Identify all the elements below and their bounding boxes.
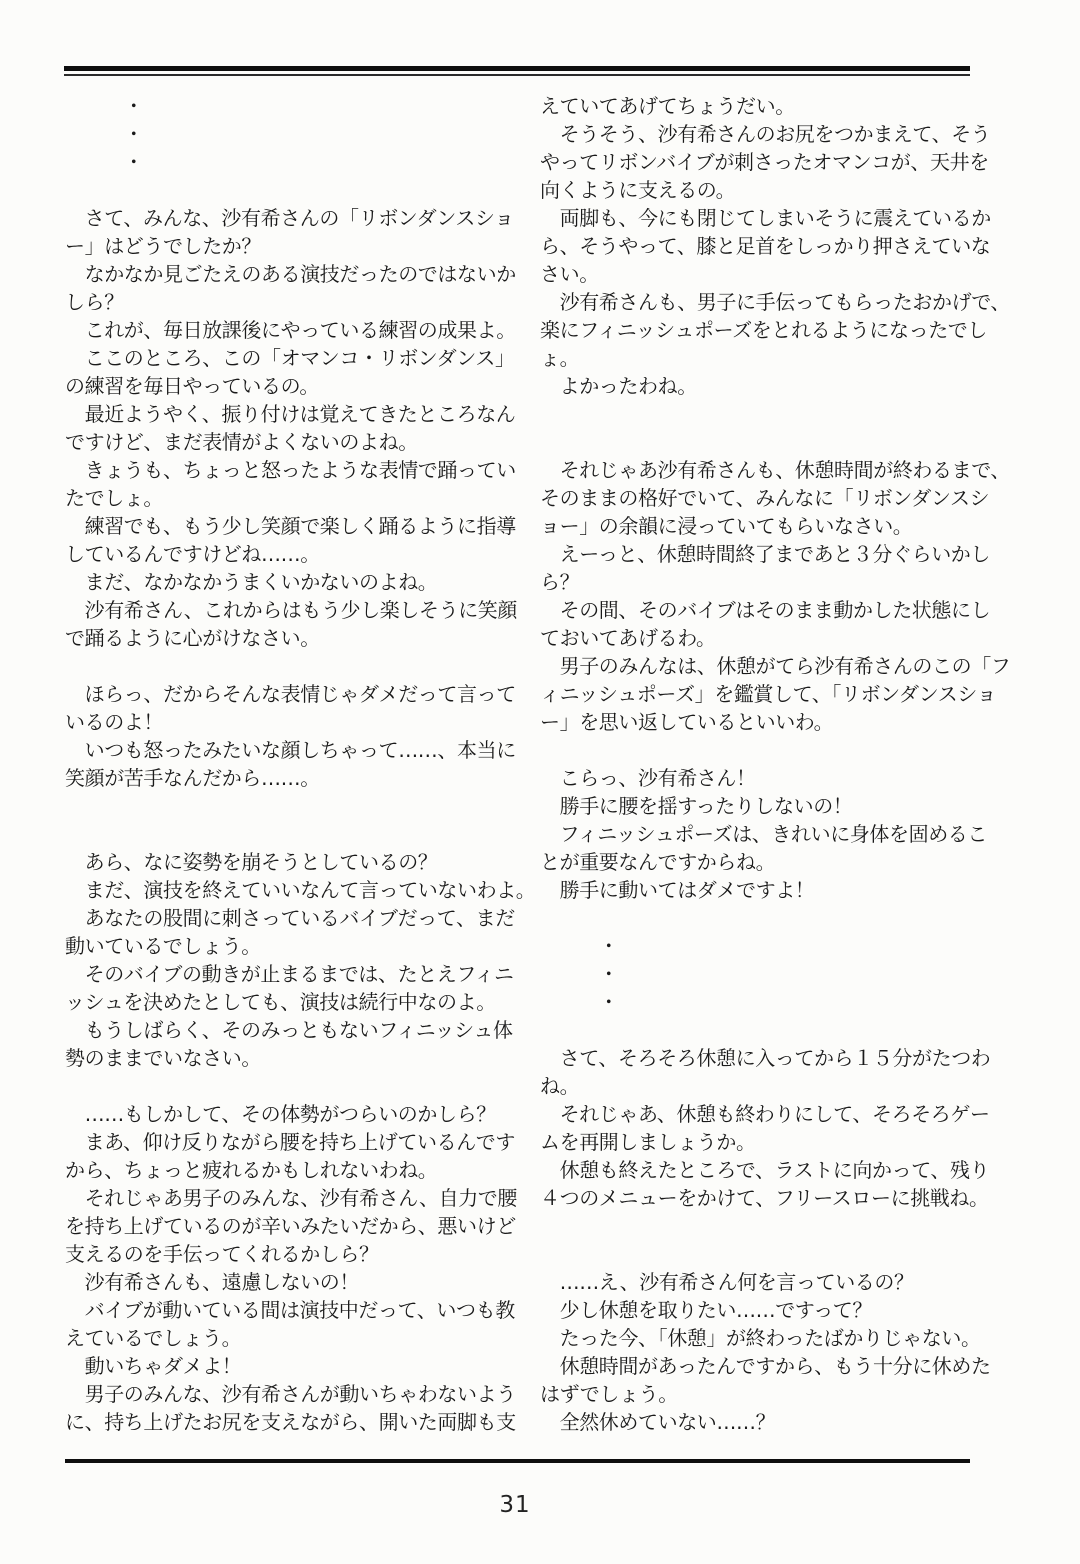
text-line: その間、そのバイブはそのまま動かした状態にし [540, 598, 991, 622]
text-line: しら？ [65, 290, 124, 314]
text-line: ・ [65, 94, 144, 118]
text-line: まだ、演技を終えていいなんて言っていないわよ。 [65, 878, 536, 902]
text-line: たった今、「休憩」が終わったばかりじゃない。 [540, 1326, 981, 1350]
text-line: いるのよ！ [65, 710, 163, 734]
text-line: まあ、仰け反りながら腰を持ち上げているんです [65, 1130, 515, 1154]
text-line: 楽にフィニッシュポーズをとれるようになったでし [540, 318, 987, 342]
text-line: から、ちょっと疲れるかもしれないわね。 [65, 1158, 438, 1182]
text-line: 沙有希さん、これからはもう少し楽しそうに笑顔 [65, 598, 517, 622]
text-line: 沙有希さんも、男子に手伝ってもらったおかげで、 [540, 290, 1010, 314]
text-line: 男子のみんな、沙有希さんが動いちゃわないよう [65, 1382, 516, 1406]
text-line: ィニッシュポーズ」を鑑賞して、「リボンダンスショ [540, 682, 997, 706]
text-line: そうそう、沙有希さんのお尻をつかまえて、そう [540, 122, 991, 146]
text-line: それじゃあ沙有希さんも、休憩時間が終わるまで、 [540, 458, 1010, 482]
text-line: いつも怒ったみたいな顔しちゃって……、本当に [65, 738, 516, 762]
text-line: これが、毎日放課後にやっている練習の成果よ。 [65, 318, 516, 342]
text-line: さて、そろそろ休憩に入ってから１５分がたつわ [540, 1046, 991, 1070]
text-line: ……え、沙有希さん何を言っているの？ [540, 1270, 914, 1294]
text-line: ここのところ、この「オマンコ・リボンダンス」 [65, 346, 515, 370]
text-line: ョー」の余韻に浸っていてもらいなさい。 [540, 514, 913, 538]
text-line [65, 792, 505, 820]
text-line: 沙有希さんも、遠慮しないの！ [65, 1270, 359, 1294]
text-line: ムを再開しましょうか。 [540, 1130, 756, 1154]
text-line: ょ。 [540, 346, 580, 370]
text-line: ……もしかして、その体勢がつらいのかしら？ [65, 1102, 496, 1126]
text-line: あら、なに姿勢を崩そうとしているの？ [65, 850, 438, 874]
text-line: よかったわね。 [540, 374, 697, 398]
text-line [65, 820, 505, 848]
text-line: ー」を思い返しているといいわ。 [540, 710, 834, 734]
text-line: 少し休憩を取りたい……ですって？ [540, 1298, 872, 1322]
text-line [65, 1072, 505, 1100]
text-line: 全然休めていない……？ [540, 1410, 776, 1434]
text-line: フィニッシュポーズは、きれいに身体を固めるこ [540, 822, 987, 846]
bottom-rule [65, 1459, 970, 1463]
text-line [540, 1016, 980, 1044]
text-line: ・ [65, 122, 144, 146]
text-line: 休憩も終えたところで、ラストに向かって、残り [540, 1158, 990, 1182]
text-line: ほらっ、だからそんな表情じゃダメだって言って [65, 682, 516, 706]
text-line: それじゃあ男子のみんな、沙有希さん、自力で腰 [65, 1186, 517, 1210]
text-line [540, 1240, 980, 1268]
text-line: さい。 [540, 262, 599, 286]
text-line: 勝手に動いてはダメですよ！ [540, 878, 815, 902]
text-line: ・ [540, 934, 619, 958]
text-line: えているでしょう。 [65, 1326, 242, 1350]
text-line: 勢のままでいなさい。 [65, 1046, 261, 1070]
text-line: で踊るように心がけなさい。 [65, 626, 320, 650]
left-text-column [65, 92, 536, 1436]
text-line: ・ [540, 990, 619, 1014]
text-line: 両脚も、今にも閉じてしまいそうに震えているか [540, 206, 991, 230]
text-line: 男子のみんなは、休憩がてら沙有希さんのこの「フ [540, 654, 1011, 678]
text-line [540, 1212, 980, 1240]
text-line: ね。 [540, 1074, 580, 1098]
text-line: ら、そうやって、膝と足首をしっかり押さえていな [540, 234, 991, 258]
text-line: ー」はどうでしたか？ [65, 234, 261, 258]
text-line: ておいてあげるわ。 [540, 626, 716, 650]
text-line: ・ [540, 962, 619, 986]
text-line: えていてあげてちょうだい。 [540, 94, 795, 118]
text-line: に、持ち上げたお尻を支えながら、開いた両脚も支 [65, 1410, 516, 1434]
text-line: こらっ、沙有希さん！ [540, 766, 756, 790]
text-line [65, 652, 505, 680]
text-line: ら？ [540, 570, 580, 594]
text-line: えーっと、休憩時間終了まであと３分ぐらいかし [540, 542, 990, 566]
text-line: まだ、なかなかうまくいかないのよね。 [65, 570, 438, 594]
text-line: ですけど、まだ表情がよくないのよね。 [65, 430, 418, 454]
text-line: を持ち上げているのが辛いみたいだから、悪いけど [65, 1214, 516, 1238]
text-line: 最近ようやく、振り付けは覚えてきたところなん [65, 402, 516, 426]
text-line: とが重要なんですからね。 [540, 850, 776, 874]
text-line [65, 176, 505, 204]
page-number: 31 [499, 1492, 531, 1518]
text-line: 動いちゃダメよ！ [65, 1354, 242, 1378]
text-line: たでしょ。 [65, 486, 163, 510]
text-line: しているんですけどね……。 [65, 542, 320, 566]
text-line: もうしばらく、そのみっともないフィニッシュ体 [65, 1018, 513, 1042]
text-line: 休憩時間があったんですから、もう十分に休めた [540, 1354, 991, 1378]
text-line [540, 904, 980, 932]
text-line: なかなか見ごたえのある演技だったのではないか [65, 262, 516, 286]
text-line: それじゃあ、休憩も終わりにして、そろそろゲー [540, 1102, 990, 1126]
text-line [540, 428, 980, 456]
text-line: バイブが動いている間は演技中だって、いつも教 [65, 1298, 515, 1322]
text-line: の練習を毎日やっているの。 [65, 374, 319, 398]
text-line: ・ [65, 150, 144, 174]
right-text-column [540, 92, 1011, 1436]
text-line [540, 400, 980, 428]
text-line: さて、みんな、沙有希さんの「リボンダンスショ [65, 206, 514, 230]
text-line: はずでしょう。 [540, 1382, 678, 1406]
text-line: やってリボンバイブが刺さったオマンコが、天井を [540, 150, 989, 174]
text-line: 勝手に腰を揺すったりしないの！ [540, 794, 853, 818]
text-line: ッシュを決めたとしても、演技は続行中なのよ。 [65, 990, 496, 1014]
text-line: ４つのメニューをかけて、フリースローに挑戦ね。 [540, 1186, 989, 1210]
text-columns [65, 92, 1011, 1436]
text-line: 練習でも、もう少し笑顔で楽しく踊るように指導 [65, 514, 516, 538]
text-line: そのままの格好でいて、みんなに「リボンダンスシ [540, 486, 990, 510]
text-line: 支えるのを手伝ってくれるかしら？ [65, 1242, 379, 1266]
text-line: 動いているでしょう。 [65, 934, 261, 958]
text-line: 笑顔が苦手なんだから……。 [65, 766, 320, 790]
text-line: そのバイブの動きが止まるまでは、たとえフィニ [65, 962, 514, 986]
top-double-rule [64, 66, 970, 76]
text-line [540, 736, 980, 764]
text-line: きょうも、ちょっと怒ったような表情で踊ってい [65, 458, 516, 482]
text-line: 向くように支えるの。 [540, 178, 736, 202]
text-line: あなたの股間に刺さっているバイブだって、まだ [65, 906, 515, 930]
